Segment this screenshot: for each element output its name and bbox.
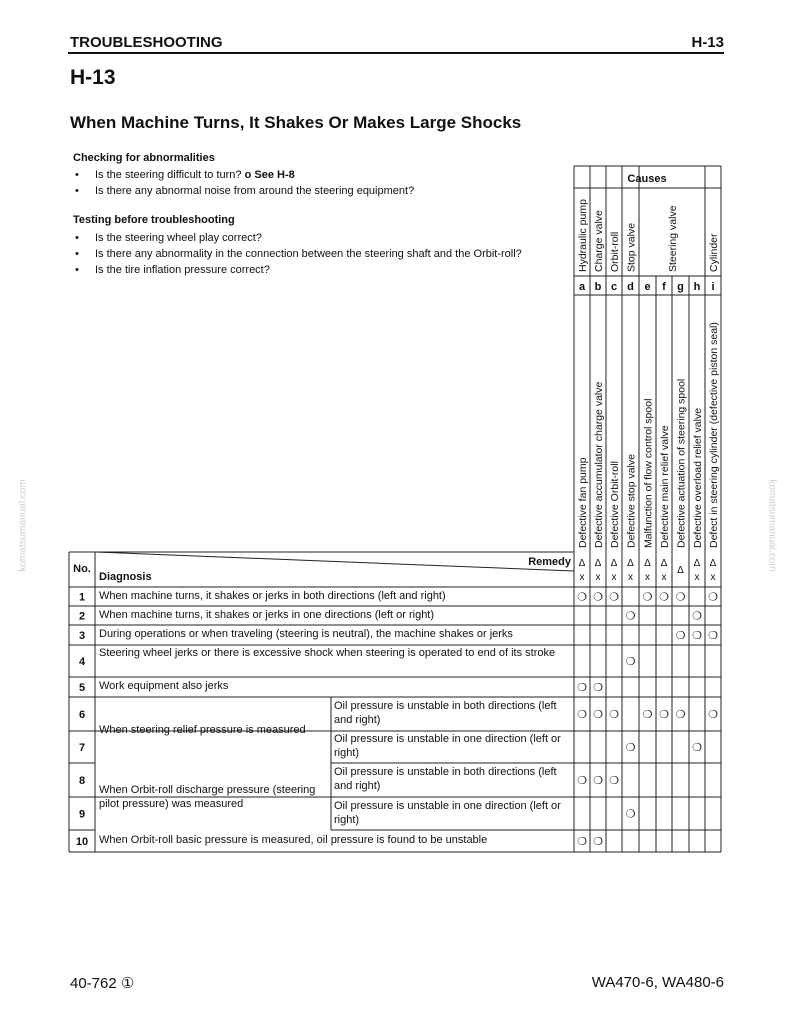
cause-mark: ❍: [577, 836, 587, 848]
remedy-mark: Δ x: [693, 558, 701, 583]
cause-label: Defective main relief valve: [659, 425, 671, 548]
relief-pressure-label: When steering relief pressure is measured: [99, 724, 306, 736]
troubleshooting-code: H-13: [70, 66, 116, 89]
cause-mark: ❍: [659, 591, 669, 604]
cause-mark: ❍: [625, 656, 636, 668]
cause-label: Defective accumulator charge valve: [593, 381, 605, 548]
row-number: 8: [78, 775, 86, 787]
causes-title: Causes: [627, 173, 667, 185]
remedy-mark: Δ: [677, 565, 684, 576]
cause-mark: ❍: [692, 742, 702, 754]
cause-letter: c: [610, 281, 618, 293]
cause-letter: g: [677, 281, 684, 293]
diagnosis-text: Oil pressure is unstable in both directions (left and right): [334, 766, 557, 792]
cause-mark: ❍: [642, 591, 653, 604]
row-number: 6: [78, 709, 86, 721]
cause-letter: e: [644, 281, 651, 293]
row-number: 7: [78, 742, 86, 754]
watermark-right: komatsumanual.com: [766, 479, 778, 572]
diagnosis-label: Diagnosis: [99, 571, 152, 583]
cause-letter: d: [627, 281, 634, 293]
cause-mark: ❍: [708, 591, 718, 604]
remedy-mark: Δ x: [627, 558, 634, 583]
cause-group-label: Stop valve: [625, 222, 638, 272]
cause-mark: ❍: [692, 630, 702, 642]
cause-mark: ❍: [593, 709, 603, 721]
grid-line: [95, 552, 574, 571]
cause-label: Defective actuation of steering spool: [675, 378, 688, 548]
testing-item: • Is the steering wheel play correct?: [72, 230, 522, 246]
remedy-label: Remedy: [528, 556, 571, 568]
cause-mark: ❍: [642, 709, 653, 721]
cause-group-label: Charge valve: [593, 210, 605, 272]
cause-mark: ❍: [609, 709, 619, 721]
header-section: TROUBLESHOOTING: [70, 34, 223, 51]
diagnosis-text: Steering wheel jerks or there is excessive shock when steering is operated to end of its stroke: [99, 647, 556, 659]
cause-mark: ❍: [593, 682, 603, 694]
cause-letter: i: [711, 281, 715, 293]
page-title: When Machine Turns, It Shakes Or Makes Large Shocks: [70, 113, 522, 132]
cause-mark: ❍: [625, 742, 636, 754]
remedy-mark: Δ x: [594, 558, 602, 583]
diagnosis-text: Oil pressure is unstable in one direction (left or right): [334, 733, 561, 759]
cause-letter: h: [693, 281, 701, 293]
testing-item: • Is the tire inflation pressure correct?: [72, 262, 522, 278]
cause-letter: b: [594, 281, 602, 293]
remedy-mark: Δ x: [709, 558, 717, 583]
row-number: 2: [78, 610, 86, 623]
cause-mark: ❍: [577, 591, 587, 604]
cause-mark: ❍: [593, 591, 603, 604]
cause-mark: ❍: [577, 682, 587, 694]
cause-mark: ❍: [593, 836, 603, 848]
cause-group-label: Orbit-roll: [609, 231, 621, 272]
cause-mark: ❍: [577, 775, 587, 787]
diagnosis-text: When machine turns, it shakes or jerks in both directions (left and right): [99, 589, 446, 602]
diagnosis-text: When Orbit-roll basic pressure is measured, oil pressure is found to be unstable: [99, 834, 488, 846]
diagnosis-text: Oil pressure is unstable in one direction (left or right): [334, 799, 561, 826]
diagnosis-text: Work equipment also jerks: [99, 680, 229, 692]
cause-label: Malfunction of flow control spool: [642, 398, 655, 548]
cause-mark: ❍: [609, 775, 619, 787]
see-reference: o See H-8: [244, 169, 295, 181]
cause-mark: ❍: [625, 610, 636, 623]
row-number: 9: [78, 808, 86, 821]
cause-label: Defective overload relief valve: [692, 407, 704, 548]
footer-page-number: 40-762 ①: [70, 975, 135, 992]
remedy-mark: Δ x: [578, 558, 586, 583]
cause-label: Defective fan pump: [577, 457, 589, 548]
testing-heading: Testing before troubleshooting: [73, 214, 235, 226]
cause-mark: ❍: [659, 709, 669, 721]
remedy-mark: Δ x: [610, 558, 618, 583]
cause-label: Defect in steering cylinder (defective piston seal): [708, 322, 720, 548]
cause-label: Defective stop valve: [625, 454, 638, 548]
row-number: 5: [78, 682, 86, 694]
cause-mark: ❍: [675, 630, 686, 642]
cause-mark: ❍: [593, 775, 603, 787]
watermark-left: komatsumanual.com: [17, 479, 29, 572]
footer-model: WA470-6, WA480-6: [591, 974, 724, 991]
remedy-mark: Δ x: [660, 558, 668, 583]
diagnosis-text: When machine turns, it shakes or jerks in one directions (left or right): [99, 608, 435, 621]
row-number: 10: [75, 836, 89, 848]
cause-letter: a: [578, 281, 586, 293]
cause-group-label: Steering valve: [667, 205, 679, 272]
remedy-mark: Δ x: [644, 558, 651, 583]
cause-letter: f: [662, 281, 666, 293]
header-code: H-13: [691, 34, 724, 51]
diagnosis-text: Oil pressure is unstable in both directions (left and right): [334, 700, 557, 726]
cause-mark: ❍: [625, 808, 636, 821]
row-number: 1: [78, 591, 86, 604]
cause-group-label: Hydraulic pump: [577, 199, 589, 272]
row-number: 4: [78, 656, 86, 668]
cause-mark: ❍: [609, 591, 619, 604]
cause-mark: ❍: [675, 591, 686, 604]
cause-mark: ❍: [577, 709, 587, 721]
row-number: 3: [78, 630, 86, 642]
no-label: No.: [73, 563, 91, 575]
cause-mark: ❍: [692, 610, 702, 623]
orbit-pressure-label: When Orbit-roll discharge pressure (steering pilot pressure) was measured: [99, 783, 316, 810]
checking-item: • Is the steering difficult to turn? o See H-8: [72, 167, 414, 183]
checking-heading: Checking for abnormalities: [73, 152, 215, 164]
cause-label: Defective Orbit-roll: [609, 461, 621, 548]
testing-item: • Is there any abnormality in the connection between the steering shaft and the Orbit-roll?: [72, 246, 522, 262]
cause-mark: ❍: [708, 630, 718, 642]
checking-item: • Is there any abnormal noise from around the steering equipment?: [72, 183, 414, 199]
cause-mark: ❍: [675, 709, 686, 721]
cause-mark: ❍: [708, 709, 718, 721]
diagnosis-text: During operations or when traveling (steering is neutral), the machine shakes or jerks: [99, 628, 513, 640]
cause-group-label: Cylinder: [708, 233, 720, 272]
